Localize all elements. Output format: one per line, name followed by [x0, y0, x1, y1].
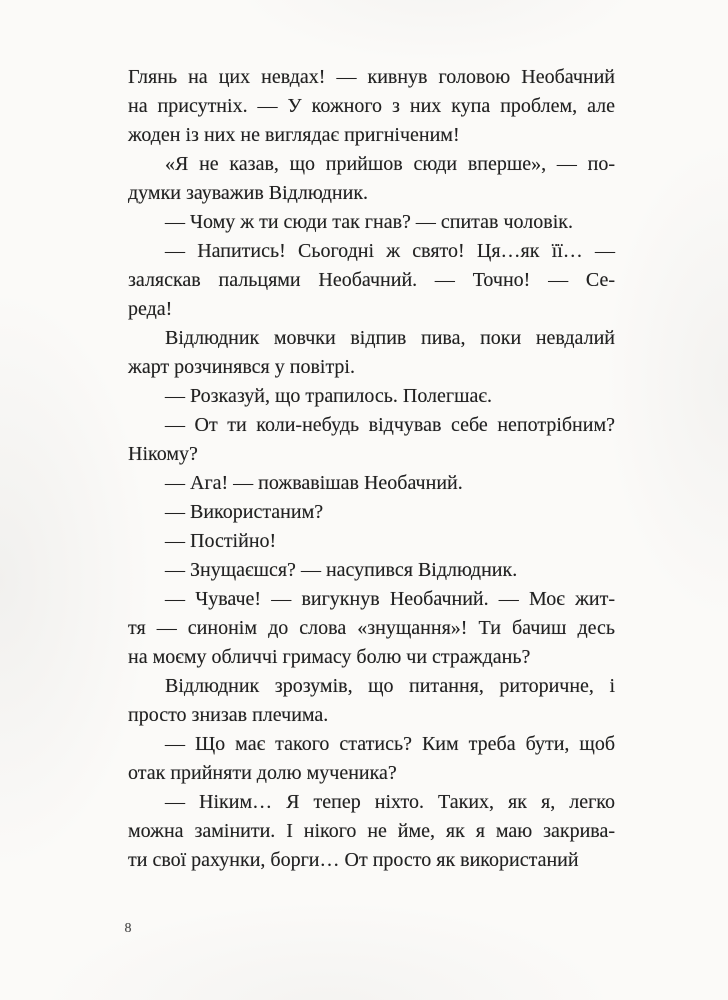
text-line: реда!	[128, 298, 173, 320]
text-line: на присутніх. — У кожного з них купа проблем, але	[128, 95, 615, 117]
text-line: жоден із них не виглядає пригніченим!	[128, 124, 460, 146]
text-line: ти свої рахунки, борги… От просто як використаний	[128, 849, 579, 871]
text-line: — Постійно!	[165, 530, 277, 552]
text-line: — Чуваче! — вигукнув Необачний. — Моє жит-	[165, 588, 615, 610]
text-line: Нікому?	[128, 443, 198, 465]
text-line: на моєму обличчі гримасу болю чи страждань?	[128, 646, 531, 668]
text-line: отак прийняти долю мученика?	[128, 762, 397, 784]
page-number: 8	[124, 921, 132, 936]
page-text	[128, 63, 615, 875]
text-line: — Ніким… Я тепер ніхто. Таких, як я, легко	[165, 791, 615, 813]
text-line: Глянь на цих невдах! — кивнув головою Необачний	[128, 66, 615, 88]
text-line: Відлюдник зрозумів, що питання, риторичне, і	[165, 675, 615, 697]
text-line: думки зауважив Відлюдник.	[128, 182, 369, 204]
text-line: можна замінити. І нікого не йме, як я маю закрива-	[128, 820, 615, 842]
text-line: — От ти коли-небудь відчував себе непотрібним?	[165, 414, 615, 436]
text-line: — Напитись! Сьогодні ж свято! Ця…як її… —	[165, 240, 615, 262]
text-line: — Ага! — пожвавішав Необачний.	[165, 472, 463, 494]
text-line: Відлюдник мовчки відпив пива, поки невдалий	[165, 327, 615, 349]
text-line: — Знущаєшся? — насупився Відлюдник.	[165, 559, 518, 581]
text-line: просто знизав плечима.	[128, 704, 329, 726]
text-line: тя — синонім до слова «знущання»! Ти бачиш десь	[128, 617, 615, 639]
text-line: — Що має такого статись? Ким треба бути, щоб	[165, 733, 615, 755]
text-line: заляскав пальцями Необачний. — Точно! — Се-	[128, 269, 615, 291]
text-line: — Чому ж ти сюди так гнав? — спитав чоловік.	[165, 211, 573, 233]
text-line: «Я не казав, що прийшов сюди вперше», — по-	[165, 153, 615, 175]
text-line: — Використаним?	[165, 501, 324, 523]
text-line: — Розказуй, що трапилось. Полегшає.	[165, 385, 492, 407]
text-line: жарт розчинявся у повітрі.	[128, 356, 355, 378]
